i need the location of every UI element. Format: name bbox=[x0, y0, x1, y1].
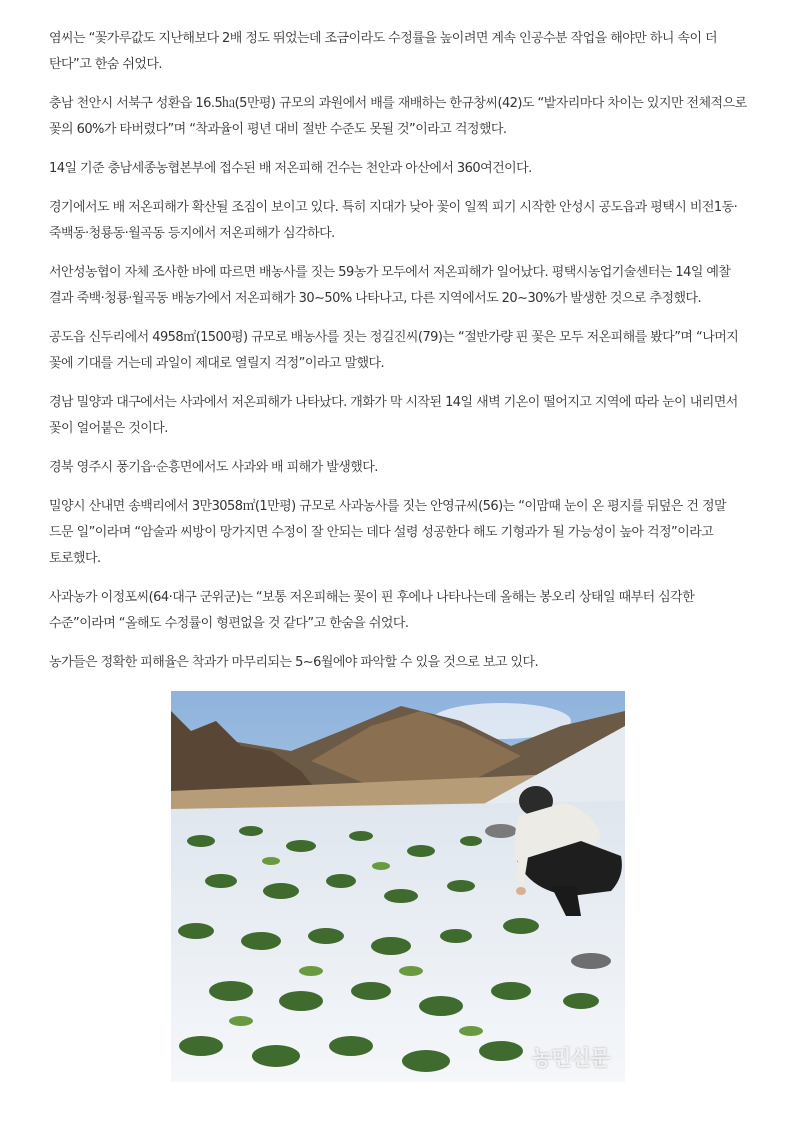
article-paragraph: 염씨는 “꽃가루값도 지난해보다 2배 정도 뛰었는데 조금이라도 수정률을 높이려면 계속 인공수분 작업을 해야만 하니 속이 더 탄다”고 한숨 쉬었다. bbox=[49, 31, 718, 72]
article-paragraph: 경기에서도 배 저온피해가 확산될 조짐이 보이고 있다. 특히 지대가 낮아 꽃이 일찍 피기 시작한 안성시 공도읍과 평택시 비전1동·죽백동·청룡동·월곡동 등지에서 저온피해가 심각하다. bbox=[49, 200, 738, 241]
article-paragraph: 밀양시 산내면 송백리에서 3만3058㎡(1만평) 규모로 사과농사를 짓는 안영규씨(56)는 “이맘때 눈이 온 평지를 뒤덮은 건 정말 드문 일”이라며 “암술과 씨방이 망가지면 수정이 잘 안되는 데다 설령 성공한다 해도 기형과가 될 가능성이 높아 걱정”이라고 토로했다. bbox=[49, 499, 726, 566]
article-paragraph: 충남 천안시 서북구 성환읍 16.5㏊(5만평) 규모의 과원에서 배를 재배하는 한규창씨(42)도 “밭자리마다 차이는 있지만 전체적으로 꽃의 60%가 타버렸다”며 “착과율이 평년 대비 절반 수준도 못될 것”이라고 걱정했다. bbox=[49, 96, 747, 137]
watermark-logo: 농민신문 bbox=[531, 1046, 609, 1070]
article-paragraph: 14일 기준 충남세종농협본부에 접수된 배 저온피해 건수는 천안과 아산에서 360여건이다. bbox=[49, 161, 532, 176]
article-paragraph: 농가들은 정확한 피해율은 착과가 마무리되는 5∼6월에야 파악할 수 있을 것으로 보고 있다. bbox=[49, 655, 539, 670]
article-paragraph: 사과농가 이정포씨(64·대구 군위군)는 “보통 저온피해는 꽃이 핀 후에나 나타나는데 올해는 봉오리 상태일 때부터 심각한 수준”이라며 “올해도 수정률이 형편없을 것 같다”고 한숨을 쉬었다. bbox=[49, 590, 695, 631]
article-paragraph: 경북 영주시 풍기읍·순흥면에서도 사과와 배 피해가 발생했다. bbox=[49, 460, 378, 475]
article-photo bbox=[171, 691, 625, 1082]
article-paragraph: 서안성농협이 자체 조사한 바에 따르면 배농사를 짓는 59농가 모두에서 저온피해가 일어났다. 평택시농업기술센터는 14일 예찰 결과 죽백·청룡·월곡동 배농가에서 저온피해가 30∼50% 나타나고, 다른 지역에서도 20∼30%가 발생한 것으로 추정했다. bbox=[49, 265, 731, 306]
snowy-field-photo bbox=[171, 691, 625, 1082]
article-paragraph: 공도읍 신두리에서 4958㎡(1500평) 규모로 배농사를 짓는 정길진씨(79)는 “절반가량 핀 꽃은 모두 저온피해를 봤다”며 “나머지 꽃에 기대를 거는데 과일이 제대로 열릴지 걱정”이라고 말했다. bbox=[49, 330, 739, 371]
article-paragraph: 경남 밀양과 대구에서는 사과에서 저온피해가 나타났다. 개화가 막 시작된 14일 새벽 기온이 떨어지고 지역에 따라 눈이 내리면서 꽃이 얼어붙은 것이다. bbox=[49, 395, 738, 436]
article-body bbox=[49, 26, 749, 689]
